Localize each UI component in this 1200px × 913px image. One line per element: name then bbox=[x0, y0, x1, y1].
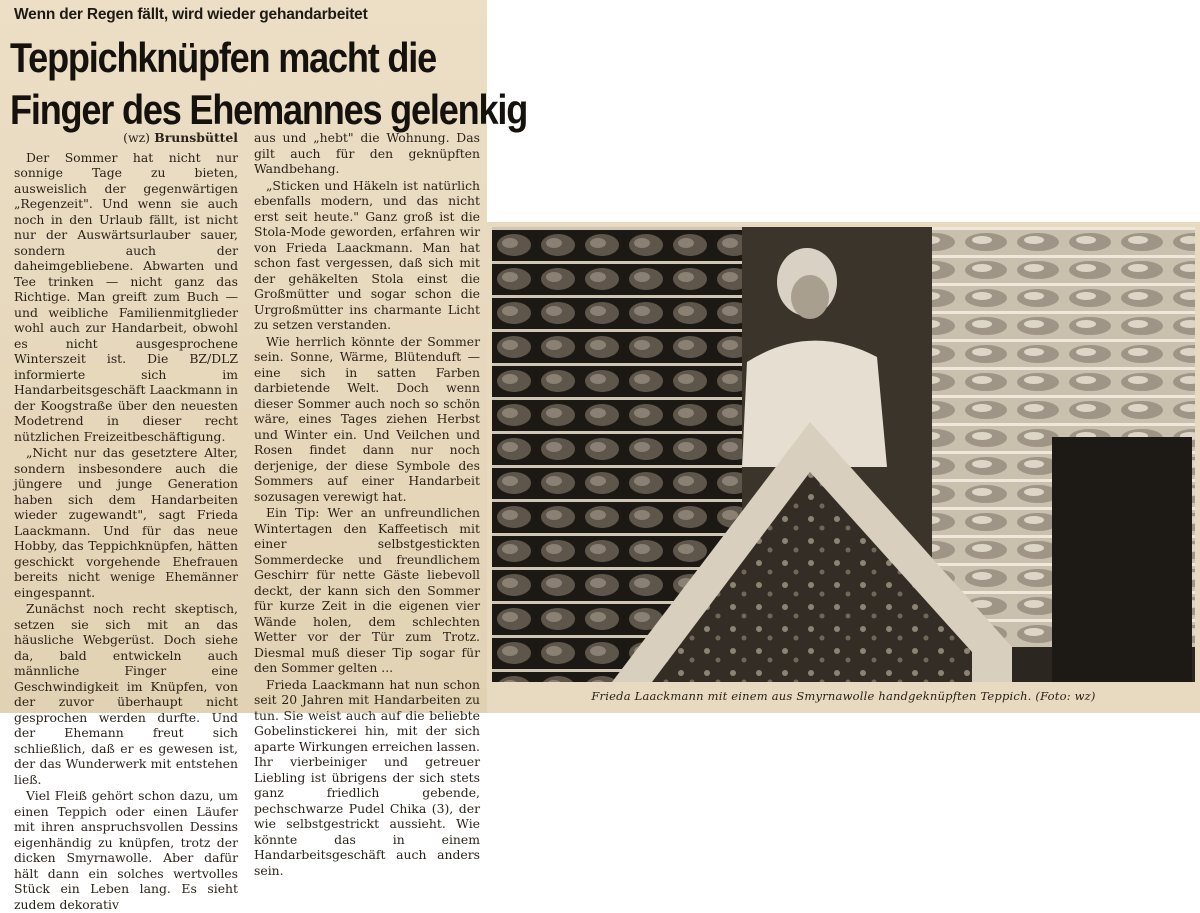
paragraph: „Nicht nur das gesetztere Alter, sondern insbesondere auch die jüngere und junge Generation haben sich dem Handarbeiten wieder zugewandt", sagt Frieda Laackmann. Und für das neue Hobby, das Teppichknüpfen, hätten geschickt vorgehende Ehefrauen bereits nicht wenige Ehemänner eingespannt. bbox=[14, 445, 238, 600]
article-clipping bbox=[0, 0, 528, 912]
paragraph: Wie herrlich könnte der Sommer sein. Sonne, Wärme, Blütenduft — eine sich in satten Farben darbietende Welt. Doch wenn dieser Sommer auch noch so schön wäre, eines Tages ziehen Herbst und Winter ein. Und Veilchen und Rosen findet dann nur noch derjenige, der diese Symbole des Sommers auf einer Handarbeit sozusagen verewigt hat. bbox=[254, 333, 480, 504]
paragraph: Ein Tip: Wer an unfreundlichen Wintertagen den Kaffeetisch mit einer selbstgestickten Sommerdecke und freundlichem Geschirr für nette Gäste liebevoll deckt, der kann sich den Sommer für kurze Zeit in die eigenen vier Wände holen, dem schlechten Wetter vor der Tür zum Trotz. Diesmal muß dieser Tip sogar für den Sommer gelten ... bbox=[254, 505, 480, 675]
byline-source: (wz) bbox=[123, 130, 150, 145]
newspaper-photo bbox=[492, 227, 1195, 682]
byline-place: Brunsbüttel bbox=[154, 130, 238, 145]
paragraph: Frieda Laackmann hat nun schon seit 20 Jahren mit Handarbeiten zu tun. Sie weist auch auf die beliebte Gobelinstickerei hin, mit der sich aparte Wirkungen erreichen lassen. Ihr vierbeiniger und getreuer Liebling ist übrigens der sich stets ganz friedlich gebende, pechschwarze Pudel Chika (3), der wie selbstgestrickt aussieht. Wie könnte das in einem Handarbeitsgeschäft auch anders sein. bbox=[254, 676, 480, 878]
paragraph: Der Sommer hat nicht nur sonnige Tage zu bieten, ausweislich der gegenwärtigen „Regenzeit". Und wenn sie auch noch in den Urlaub fällt, ist nicht nur der Auswärtsurlauber sauer, sondern auch der daheimgebliebene. Abwarten und Tee trinken — nicht ganz das Richtige. Man greift zum Buch — und weibliche Familienmitglieder wohl auch zur Handarbeit, obwohl es nicht ausgesprochene Winterszeit ist. Die BZ/DLZ informierte sich im Handarbeitsgeschäft Laackmann in der Koogstraße über den neuesten Modetrend in dieser recht nützlichen Freizeitbeschäftigung. bbox=[14, 149, 238, 444]
photo-image bbox=[492, 227, 1195, 682]
byline bbox=[14, 130, 238, 146]
article-headline bbox=[10, 32, 528, 136]
headline-line-1: Teppichknüpfen macht die bbox=[10, 34, 436, 81]
article-column-1 bbox=[14, 130, 238, 913]
article-column-2 bbox=[254, 130, 480, 879]
photo-caption: Frieda Laackmann mit einem aus Smyrnawolle handgeknüpften Teppich. (Foto: wz) bbox=[591, 689, 1096, 703]
headline-line-2: Finger des Ehemannes gelenkig bbox=[10, 86, 528, 133]
paragraph: „Sticken und Häkeln ist natürlich ebenfalls modern, und das nicht erst seit heute." Ganz groß ist die Stola-Mode geworden, erfahren wir von Frieda Laackmann. Man hat schon fast vergessen, daß sich mit der gehäkelten Stola einst die Großmütter und sogar schon die Urgroßmütter ins charmante Licht zu setzen verstanden. bbox=[254, 177, 480, 332]
paragraph: Viel Fleiß gehört schon dazu, um einen Teppich oder einen Läufer mit ihren anspruchsvollen Dessins eigenhändig zu knüpfen, trotz der dicken Smyrnawolle. Aber dafür hält dann ein solches wertvolles Stück ein Leben lang. Es sieht zudem dekorativ bbox=[14, 788, 238, 912]
paragraph: Zunächst noch recht skeptisch, setzen sie sich mit an das häusliche Webgerüst. Doch siehe da, bald entwickeln auch männliche Finger eine Geschwindigkeit im Knüpfen, von der zuvor überhaupt nicht gesprochen werden durfte. Und der Ehemann freut sich schließlich, daß er es gewesen ist, der das Wunderwerk mit entstehen ließ. bbox=[14, 601, 238, 787]
paragraph: aus und „hebt" die Wohnung. Das gilt auch für den geknüpften Wandbehang. bbox=[254, 130, 480, 176]
photo-clipping bbox=[487, 222, 1200, 713]
article-kicker: Wenn der Regen fällt, wird wieder gehandarbeitet bbox=[14, 6, 368, 23]
